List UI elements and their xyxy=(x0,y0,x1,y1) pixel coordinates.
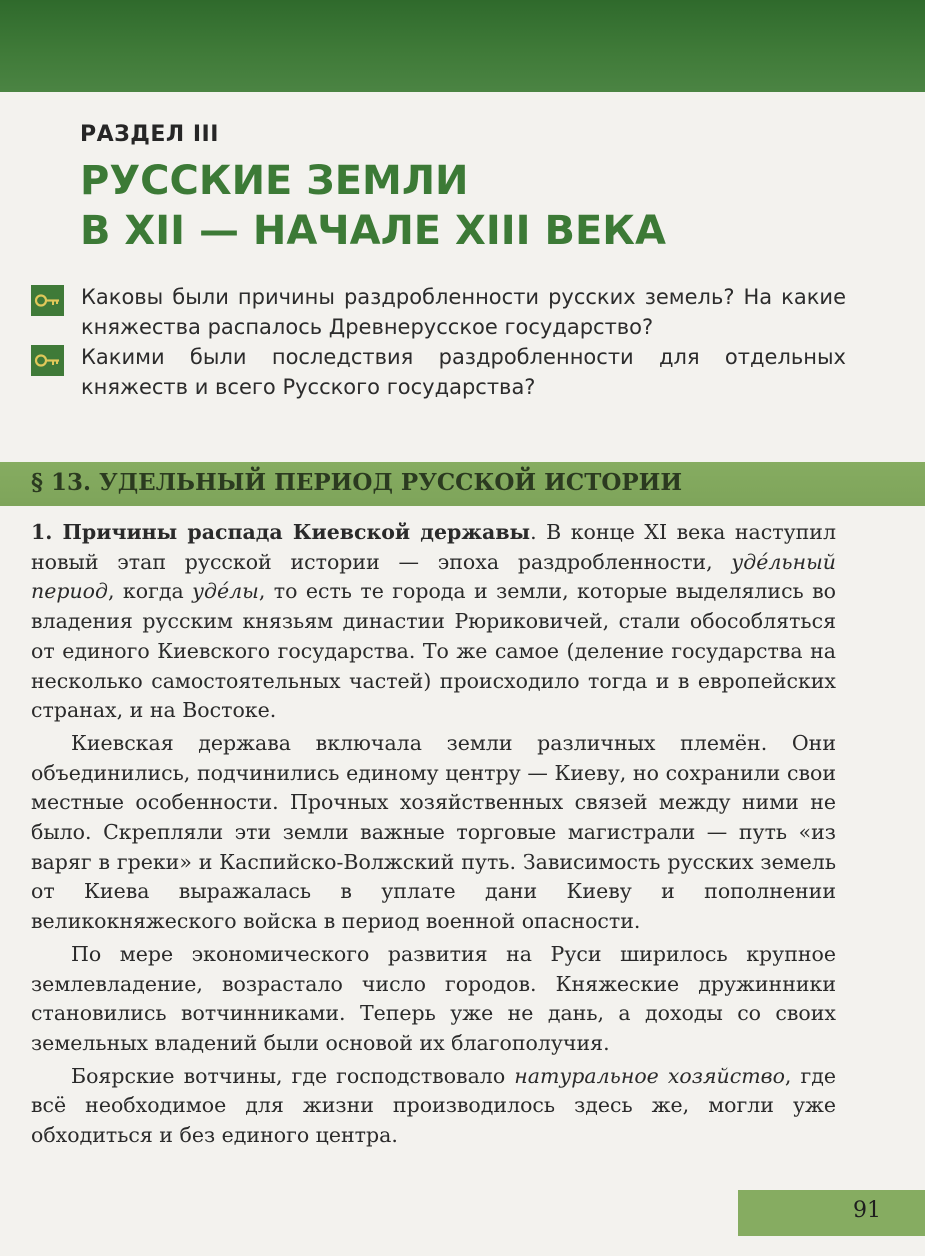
key-icon xyxy=(31,345,64,376)
page-number: 91 xyxy=(853,1198,881,1223)
body-text xyxy=(31,518,836,1154)
term-natural-economy: натуральное хозяйство xyxy=(514,1063,785,1088)
section-title xyxy=(80,156,666,256)
term-udely: удéлы xyxy=(192,579,259,604)
key-questions xyxy=(31,282,846,402)
subsection-heading: 1. Причины распада Киевской державы xyxy=(31,520,531,544)
body-paragraph-2: Киевская держава включала земли различных племён. Они объединились, подчинились единому центру — Киеву, но сохранили свои местные особенности. Прочных хозяйственных связей между ними не было. Скрепляли эти земли важные торговые магистрали — путь «из варяг в греки» и Каспийско-Волжский путь. Зависимость русских земель от Киева выражалась в уплате дани Киеву и пополнении великокняжеского войска в период военной опасности. xyxy=(31,730,836,934)
body-paragraph-1: 1. Причины распада Киевской державы. В конце XI века наступил новый этап русской истории — эпоха раздробленности, удéльный период, когда удéлы, то есть те города и земли, которые выделялись во владения русским князьям династии Рюриковичей, стали обособляться от единого Киевского государства. То же самое (деление государства на несколько самостоятельных частей) происходило тогда и в европейских странах, и на Востоке. xyxy=(31,520,836,723)
term-udelny-period: удéльный период xyxy=(31,549,836,604)
body-paragraph-3: По мере экономического развития на Руси ширилось крупное землевладение, возрастало число городов. Княжеские дружинники становились вотчинниками. Теперь уже не дань, а доходы со своих земельных владений были основой их благополучия. xyxy=(31,941,836,1055)
paragraph-header-banner xyxy=(0,462,925,506)
key-question xyxy=(31,282,846,342)
key-question xyxy=(31,342,846,402)
section-title-line-2: В XII — НАЧАЛЕ XIII ВЕКА xyxy=(80,208,666,254)
body-paragraph-4: Боярские вотчины, где господствовало натуральное хозяйство, где всё необходимое для жизни производилось здесь же, могли уже обходиться и без единого центра. xyxy=(31,1063,836,1148)
page-number-tab xyxy=(738,1190,925,1236)
key-question-text: Какими были последствия раздробленности для отдельных княжеств и всего Русского государства? xyxy=(81,345,846,399)
paragraph-header: § 13. УДЕЛЬНЫЙ ПЕРИОД РУССКОЙ ИСТОРИИ xyxy=(31,469,683,496)
top-color-band xyxy=(0,0,925,92)
section-label: РАЗДЕЛ III xyxy=(80,122,219,147)
section-title-line-1: РУССКИЕ ЗЕМЛИ xyxy=(80,158,469,204)
key-question-text: Каковы были причины раздробленности русских земель? На какие княжества распалось Древнерусское государство? xyxy=(81,285,846,339)
key-icon xyxy=(31,285,64,316)
